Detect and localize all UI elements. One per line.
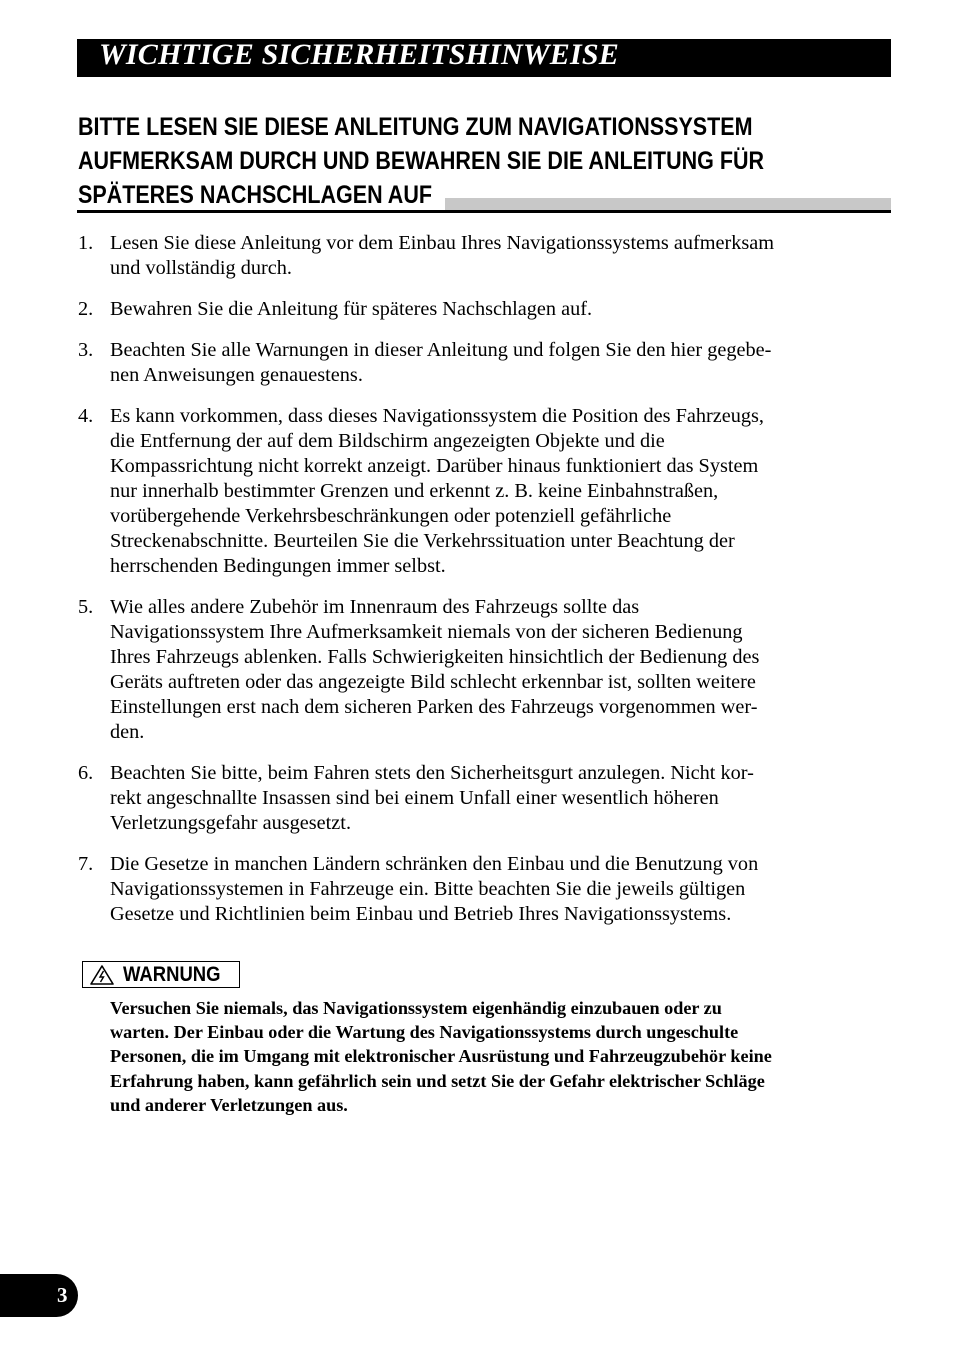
list-item-line: Lesen Sie diese Anleitung vor dem Einbau Ihres Navigationssystems aufmerksam: [110, 232, 775, 254]
warning-text-line: Personen, die im Umgang mit elektronischer Ausrüstung und Fahrzeugzubehör keine: [110, 1046, 772, 1067]
page-number-tab: [0, 1274, 78, 1317]
list-item: [78, 338, 868, 388]
list-item-number: 5.: [78, 596, 94, 618]
subheading: [78, 110, 777, 212]
list-item-line: Gesetze und Richtlinien beim Einbau und Betrieb Ihres Navigationssystems.: [110, 903, 732, 925]
list-item: [78, 297, 868, 322]
subheading-line: SPÄTERES NACHSCHLAGEN AUF: [78, 181, 432, 209]
list-item: [78, 231, 868, 281]
list-item: [78, 595, 868, 745]
list-item-line: Bewahren Sie die Anleitung für späteres Nachschlagen auf.: [110, 298, 593, 320]
list-item-number: 2.: [78, 298, 94, 320]
subheading-line: BITTE LESEN SIE DIESE ANLEITUNG ZUM NAVIGATIONSSYSTEM: [78, 113, 753, 141]
list-item-line: nen Anweisungen genauestens.: [110, 364, 363, 386]
warning-label-box: [82, 961, 240, 988]
warning-text-line: warten. Der Einbau oder die Wartung des Navigationssystems durch ungeschulte: [110, 1022, 739, 1043]
list-item-line: Navigationssystemen in Fahrzeuge ein. Bitte beachten Sie die jeweils gültigen: [110, 878, 746, 900]
warning-label: WARNUNG: [123, 963, 221, 986]
list-item-line: Ihres Fahrzeugs ablenken. Falls Schwierigkeiten hinsichtlich der Bedienung des: [110, 646, 760, 668]
warning-triangle-icon: [90, 965, 114, 985]
list-item-line: die Entfernung der auf dem Bildschirm angezeigten Objekte und die: [110, 430, 665, 452]
subheading-gray-rule: [445, 198, 891, 210]
list-item-line: Beachten Sie bitte, beim Fahren stets den Sicherheitsgurt anzulegen. Nicht kor-: [110, 762, 754, 784]
list-item-line: Navigationssystem Ihre Aufmerksamkeit niemals von der sicheren Bedienung: [110, 621, 743, 643]
subheading-black-rule: [77, 210, 891, 213]
list-item-line: Verletzungsgefahr ausgesetzt.: [110, 812, 352, 834]
list-item-line: und vollständig durch.: [110, 257, 292, 279]
list-item-line: Geräts auftreten oder das angezeigte Bild schlecht erkennbar ist, sollten weitere: [110, 671, 756, 693]
section-title: WICHTIGE SICHERHEITSHINWEISE: [99, 38, 619, 71]
list-item: [78, 761, 868, 836]
warning-text-line: Erfahrung haben, kann gefährlich sein und setzt Sie der Gefahr elektrischer Schläge: [110, 1070, 765, 1091]
warning-text-line: Versuchen Sie niemals, das Navigationssystem eigenhändig einzubauen oder zu: [110, 998, 722, 1018]
list-item-line: Wie alles andere Zubehör im Innenraum des Fahrzeugs sollte das: [110, 596, 640, 618]
list-item-number: 7.: [78, 853, 94, 875]
list-item-line: nur innerhalb bestimmter Grenzen und erkennt z. B. keine Einbahnstraßen,: [110, 480, 719, 502]
list-item-line: Einstellungen erst nach dem sicheren Parken des Fahrzeugs vorgenommen wer-: [110, 696, 758, 718]
warning-text-line: und anderer Verletzungen aus.: [110, 1094, 348, 1115]
list-item-line: rekt angeschnallte Insassen sind bei einem Unfall einer wesentlich höheren: [110, 787, 719, 809]
list-item: [78, 404, 868, 579]
list-item: [78, 852, 868, 927]
list-item-line: herrschenden Bedingungen immer selbst.: [110, 555, 446, 577]
list-item-number: 3.: [78, 339, 94, 361]
subheading-line: AUFMERKSAM DURCH UND BEWAHREN SIE DIE ANLEITUNG FÜR: [78, 147, 765, 175]
list-item-line: Streckenabschnitte. Beurteilen Sie die Verkehrssituation unter Beachtung der: [110, 530, 735, 552]
list-item-line: Kompassrichtung nicht korrekt anzeigt. Darüber hinaus funktioniert das System: [110, 455, 759, 477]
list-item-line: Es kann vorkommen, dass dieses Navigationssystem die Position des Fahrzeugs,: [110, 405, 764, 427]
list-item-line: Die Gesetze in manchen Ländern schränken den Einbau und die Benutzung von: [110, 853, 759, 875]
list-item-line: den.: [110, 721, 145, 743]
list-item-number: 1.: [78, 232, 94, 254]
instruction-list: [78, 231, 868, 943]
list-item-number: 6.: [78, 762, 94, 784]
list-item-line: Beachten Sie alle Warnungen in dieser Anleitung und folgen Sie den hier gegebe-: [110, 339, 772, 361]
page-number: 3: [57, 1283, 68, 1307]
list-item-number: 4.: [78, 405, 94, 427]
section-title-bar: [77, 39, 891, 77]
list-item-line: vorübergehende Verkehrsbeschränkungen oder potenziell gefährliche: [110, 505, 672, 527]
warning-text: [110, 996, 870, 1117]
